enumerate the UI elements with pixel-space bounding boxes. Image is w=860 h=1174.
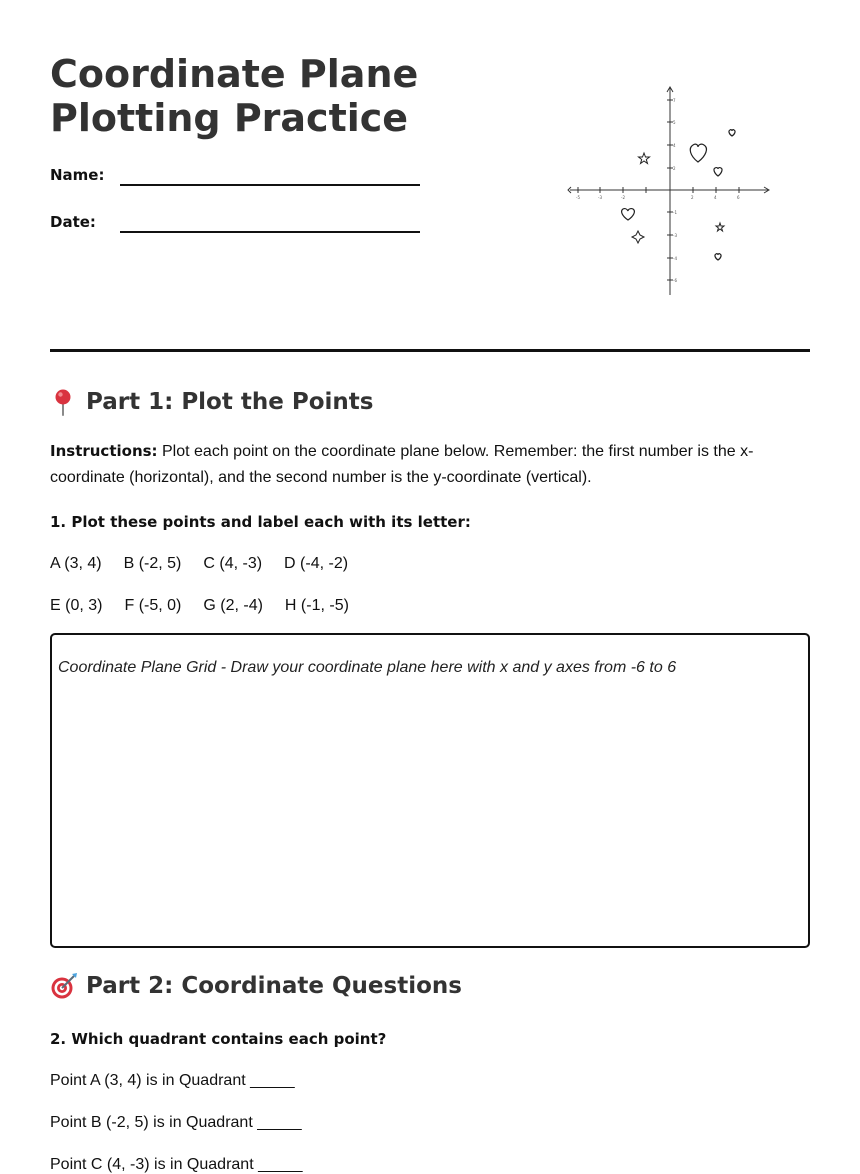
name-line[interactable] bbox=[120, 184, 420, 186]
date-label: Date: bbox=[50, 213, 96, 231]
part1-heading bbox=[50, 388, 373, 416]
svg-text:-3: -3 bbox=[673, 233, 677, 238]
pushpin-icon bbox=[50, 388, 76, 416]
quadrant-question-c: Point C (4, -3) is in Quadrant _____ bbox=[50, 1156, 303, 1173]
heart-icon bbox=[715, 254, 721, 260]
svg-text:6: 6 bbox=[737, 195, 740, 200]
point-h: H (-1, -5) bbox=[284, 597, 349, 614]
point-c: C (4, -3) bbox=[203, 555, 263, 572]
svg-text:-5: -5 bbox=[576, 195, 580, 200]
question-1-label: 1. Plot these points and label each with its letter: bbox=[50, 513, 471, 531]
svg-text:5: 5 bbox=[673, 120, 676, 125]
point-f: F (-5, 0) bbox=[124, 597, 182, 614]
quadrant-question-a: Point A (3, 4) is in Quadrant _____ bbox=[50, 1072, 295, 1089]
heart-icon bbox=[690, 144, 706, 162]
svg-text:-3: -3 bbox=[598, 195, 602, 200]
svg-text:-6: -6 bbox=[673, 278, 677, 283]
heart-icon bbox=[714, 168, 722, 176]
svg-text:4: 4 bbox=[673, 143, 676, 148]
point-g: G (2, -4) bbox=[203, 597, 263, 614]
point-a: A (3, 4) bbox=[50, 555, 102, 572]
grid-hint: Coordinate Plane Grid - Draw your coordinate plane here with x and y axes from -6 to 6 bbox=[58, 659, 677, 676]
svg-text:2: 2 bbox=[691, 195, 694, 200]
part1-heading-text: Part 1: Plot the Points bbox=[86, 389, 374, 415]
quadrant-question-b: Point B (-2, 5) is in Quadrant _____ bbox=[50, 1114, 302, 1131]
points-row-1 bbox=[50, 555, 348, 573]
part2-heading bbox=[50, 972, 462, 1000]
heart-icon bbox=[729, 130, 735, 136]
coordinate-grid-box[interactable] bbox=[50, 633, 810, 948]
page-title: Coordinate Plane Plotting Practice bbox=[50, 52, 419, 140]
svg-text:2: 2 bbox=[673, 166, 676, 171]
coordinate-plane-illustration bbox=[565, 80, 775, 300]
point-b: B (-2, 5) bbox=[123, 555, 182, 572]
part2-heading-text: Part 2: Coordinate Questions bbox=[86, 973, 462, 999]
date-line[interactable] bbox=[120, 231, 420, 233]
date-field bbox=[50, 213, 96, 231]
header-divider bbox=[50, 349, 810, 352]
svg-text:-1: -1 bbox=[673, 210, 677, 215]
dart-target-icon bbox=[50, 972, 76, 1000]
star-icon bbox=[716, 223, 724, 231]
point-d: D (-4, -2) bbox=[284, 555, 349, 572]
svg-text:-4: -4 bbox=[673, 256, 677, 261]
question-2-label: 2. Which quadrant contains each point? bbox=[50, 1030, 387, 1048]
instructions bbox=[50, 438, 770, 491]
heart-icon bbox=[622, 209, 635, 220]
sparkle-icon bbox=[632, 231, 644, 243]
name-label: Name: bbox=[50, 166, 105, 184]
star-icon bbox=[639, 153, 650, 164]
svg-text:7: 7 bbox=[673, 98, 676, 103]
points-row-2 bbox=[50, 597, 349, 615]
instructions-label: Instructions: bbox=[50, 442, 158, 460]
instructions-text: Plot each point on the coordinate plane below. Remember: the first number is the x-coordinate (horizontal), and the second number is the y-coordinate (vertical). bbox=[50, 443, 754, 486]
point-e: E (0, 3) bbox=[50, 597, 103, 614]
svg-text:-2: -2 bbox=[621, 195, 625, 200]
svg-text:4: 4 bbox=[714, 195, 717, 200]
name-field bbox=[50, 166, 104, 184]
